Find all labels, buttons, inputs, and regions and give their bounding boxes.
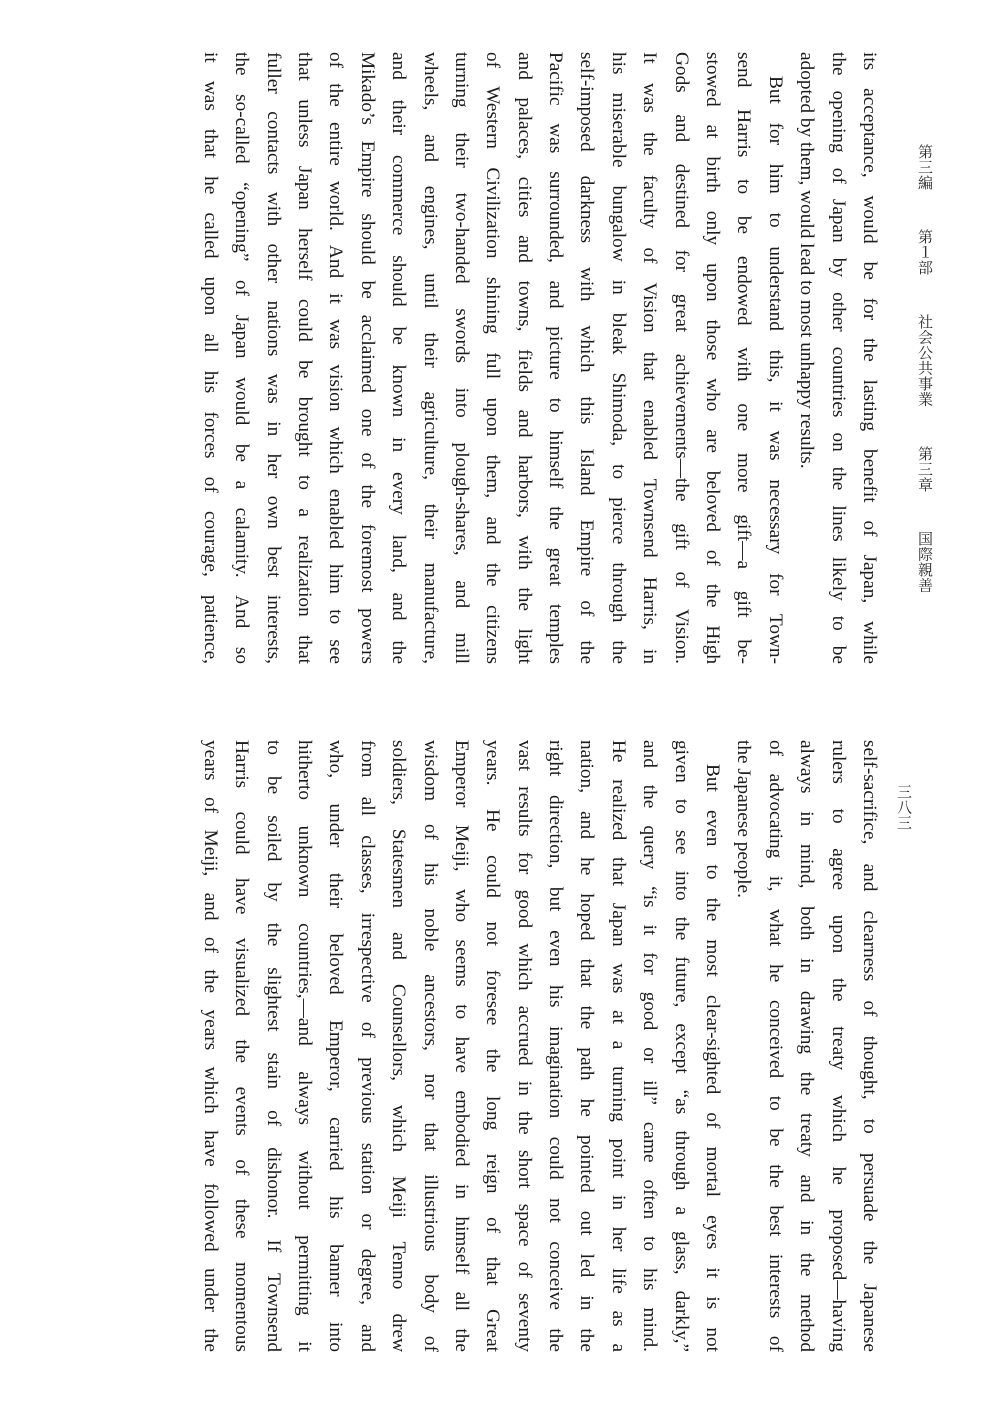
text-line: and the query “is it for good or ill” came often to his mind. (639, 740, 661, 1352)
text-line: Gods and destined for great achievements—the gift of Vision. (670, 52, 692, 664)
text-column-2 (73, 740, 885, 1352)
text-line: of advocating it, what he conceived to be the best interests of (764, 740, 786, 1352)
header-topic: 国際親善 (916, 530, 934, 593)
text-line: hitherto unknown countries,—and always without permitting it (293, 740, 315, 1352)
text-line: always in mind, both in drawing the treaty and in the method (796, 740, 818, 1352)
running-header (896, 144, 936, 1274)
text-line: its acceptance, would be for the lasting benefit of Japan, while (859, 52, 880, 664)
text-line: and their commerce should be known in every land, and the (388, 52, 410, 664)
text-line: adopted by them, would lead to most unhappy results. (796, 52, 818, 469)
text-line: given to see into the future, except “as through a glass, darkly,” (670, 740, 692, 1352)
text-line: stowed at birth only upon those who are beloved of the High (702, 52, 724, 664)
text-line: turning their two-handed swords into plough-shares, and mill (450, 52, 472, 664)
text-line: wisdom of his noble ancestors, nor that illustrious body of (419, 740, 441, 1352)
text-line: from all classes, irrespective of previous station or degree, and (356, 740, 378, 1352)
text-line: send Harris to be endowed with one more gift—a gift be- (733, 52, 755, 664)
text-line: Mikado’s Empire should be acclaimed one of the foremost powers (356, 52, 378, 664)
text-line: Pacific was surrounded, and picture to himself the great temples (545, 52, 567, 664)
text-line: Harris could have visualized the events of these momentous (231, 740, 253, 1352)
text-line: of Western Civilization shining full upon them, and the citizens (482, 52, 504, 664)
text-line: the so-called “opening” of Japan would be a calamity. And so (231, 52, 253, 664)
page-number: 三八三 (895, 784, 913, 831)
header-part: 第三編 (916, 144, 934, 191)
text-line: the Japanese people. (733, 740, 755, 898)
text-line: the opening of Japan by other countries on the lines likely to be (827, 52, 849, 664)
text-line: soldiers, Statesmen and Counsellors, which Meiji Tenno drew (388, 740, 410, 1352)
text-line: who, under their beloved Emperor, carried his banner into (325, 740, 347, 1352)
text-line: self-imposed darkness with which this Island Empire of the (576, 52, 598, 664)
text-line: But for him to understand this, it was necessary for Town- (764, 76, 786, 664)
text-line: and palaces, cities and towns, fields and harbors, with the light (513, 52, 535, 664)
text-line: vast results for good which accrued in the short space of seventy (513, 740, 535, 1352)
text-line: it was that he called upon all his forces of courage, patience, (199, 52, 221, 664)
text-line: years. He could not foresee the long reign of that Great (482, 740, 504, 1352)
text-line: nation, and he hoped that the path he pointed out led in the (576, 740, 598, 1352)
text-line: It was the faculty of Vision that enabled Townsend Harris, in (639, 52, 661, 664)
text-column-1 (73, 52, 885, 664)
text-line: Emperor Meiji, who seems to have embodied in himself all the (450, 740, 472, 1352)
header-section: 第１部 (916, 229, 934, 276)
text-line: wheels, and engines, until their agriculture, their manufacture, (419, 52, 441, 664)
text-line: rulers to agree upon the treaty which he proposed—having (827, 740, 849, 1352)
text-line: his miserable bungalow in bleak Shimoda, to pierce through the (607, 52, 629, 664)
text-line: to be soiled by the slightest stain of dishonor. If Townsend (262, 740, 284, 1352)
text-line: But even to the most clear-sighted of mortal eyes it is not (702, 764, 724, 1352)
text-line: right direction, but even his imagination could not conceive the (545, 740, 567, 1352)
rotated-text-block (73, 52, 885, 1362)
text-line: self-sacrifice, and clearness of thought, to persuade the Japanese (859, 740, 880, 1352)
text-line: years of Meiji, and of the years which have followed under the (199, 740, 221, 1352)
header-chapter-title: 社会公共事業 (916, 314, 934, 407)
text-line: He realized that Japan was at a turning point in her life as a (607, 740, 629, 1352)
text-line: fuller contacts with other nations was in her own best interests, (262, 52, 284, 664)
header-chapter: 第三章 (916, 445, 934, 492)
text-line: of the entire world. And it was vision which enabled him to see (325, 52, 347, 664)
text-line: that unless Japan herself could be brought to a realization that (293, 52, 315, 664)
